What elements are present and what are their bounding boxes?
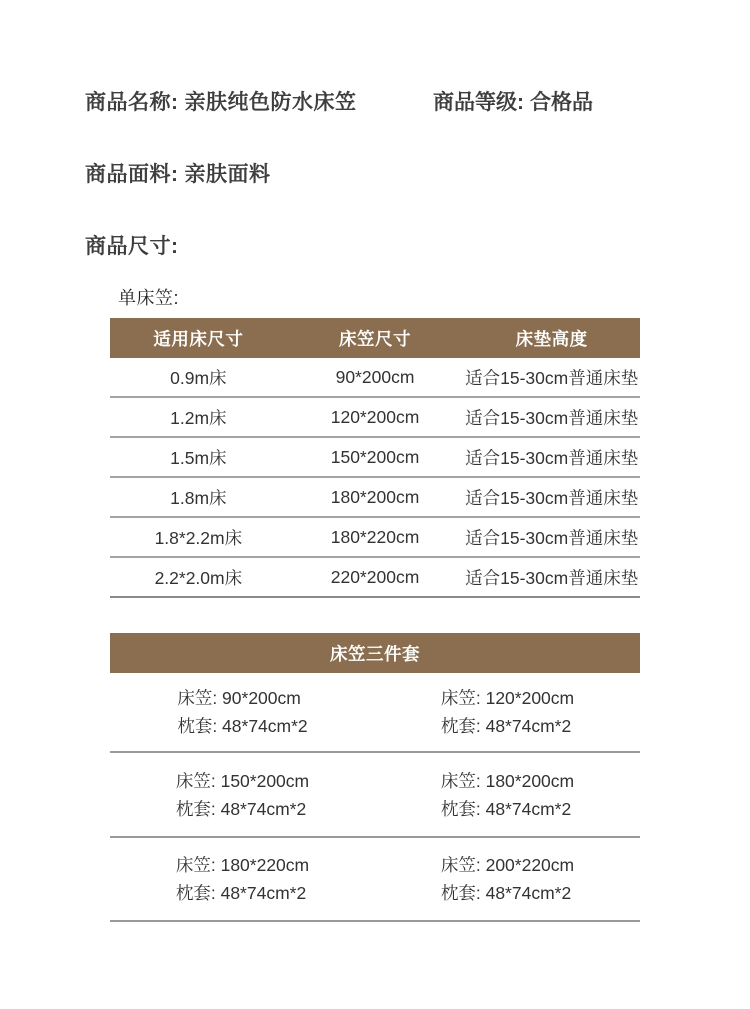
cell-sheet-size: 150*200cm [330,446,420,467]
cell-mattress-height: 适合15-30cm普通床垫 [465,487,639,508]
set-cell [110,673,375,751]
cell-sheet-size: 120*200cm [330,406,420,427]
table-row [110,478,640,518]
set-sheet-size: 床笠: 120*200cm [440,688,575,708]
set-row [110,673,640,753]
product-fabric-value: 亲肤面料 [184,163,271,186]
cell-bed-size: 0.9m床 [170,367,227,388]
table-row [110,558,640,598]
product-grade-value: 合格品 [530,91,593,114]
product-size-heading: 商品尺寸: [85,235,179,258]
set-pillow-size: 枕套: 48*74cm*2 [440,716,572,736]
product-name-value: 亲肤纯色防水床笠 [184,91,357,114]
table-row [110,438,640,478]
table-row [110,398,640,438]
cell-sheet-size: 90*200cm [335,366,415,387]
set-row [110,753,640,838]
set-pillow-size: 枕套: 48*74cm*2 [440,798,572,819]
column-header-bed-size: 适用床尺寸 [153,328,244,349]
set-cell [375,673,640,751]
cell-bed-size: 2.2*2.0m床 [154,567,243,588]
set-pillow-size: 枕套: 48*74cm*2 [175,883,307,903]
set-sheet-size: 床笠: 90*200cm [177,688,301,708]
cell-mattress-height: 适合15-30cm普通床垫 [465,367,639,388]
set-pillow-size: 枕套: 48*74cm*2 [440,883,572,903]
cell-mattress-height: 适合15-30cm普通床垫 [465,527,639,548]
column-header-mattress-height: 床垫高度 [515,328,588,349]
product-grade-line [433,86,593,116]
three-piece-set-header: 床笠三件套 [110,633,640,673]
set-sheet-size: 床笠: 180*220cm [175,855,310,875]
three-piece-set-table [110,633,640,922]
product-name-label: 商品名称: [85,91,179,114]
set-cell [375,838,640,920]
cell-bed-size: 1.5m床 [170,447,227,468]
set-row [110,838,640,922]
product-name-line [85,86,357,116]
column-header-sheet-size: 床笠尺寸 [339,328,411,349]
single-sheet-table [110,318,640,598]
cell-sheet-size: 180*220cm [330,526,420,547]
cell-bed-size: 1.2m床 [170,407,227,428]
product-fabric-line [85,158,271,188]
set-cell [375,753,640,836]
set-cell [110,838,375,920]
cell-mattress-height: 适合15-30cm普通床垫 [465,567,639,588]
single-sheet-table-header-row [110,318,640,358]
cell-sheet-size: 180*200cm [330,486,420,507]
cell-mattress-height: 适合15-30cm普通床垫 [465,407,639,428]
cell-bed-size: 1.8*2.2m床 [154,527,243,548]
single-sheet-section-label: 单床笠: [118,288,180,308]
set-cell [110,753,375,836]
cell-mattress-height: 适合15-30cm普通床垫 [465,447,639,468]
set-sheet-size: 床笠: 180*200cm [440,770,575,791]
cell-sheet-size: 220*200cm [330,566,420,587]
cell-bed-size: 1.8m床 [170,487,227,508]
set-sheet-size: 床笠: 200*220cm [440,855,575,875]
set-pillow-size: 枕套: 48*74cm*2 [177,716,308,736]
table-row [110,518,640,558]
product-fabric-label: 商品面料: [85,163,179,186]
set-pillow-size: 枕套: 48*74cm*2 [175,798,307,819]
set-sheet-size: 床笠: 150*200cm [175,770,310,791]
table-row [110,358,640,398]
product-grade-label: 商品等级: [433,91,524,114]
